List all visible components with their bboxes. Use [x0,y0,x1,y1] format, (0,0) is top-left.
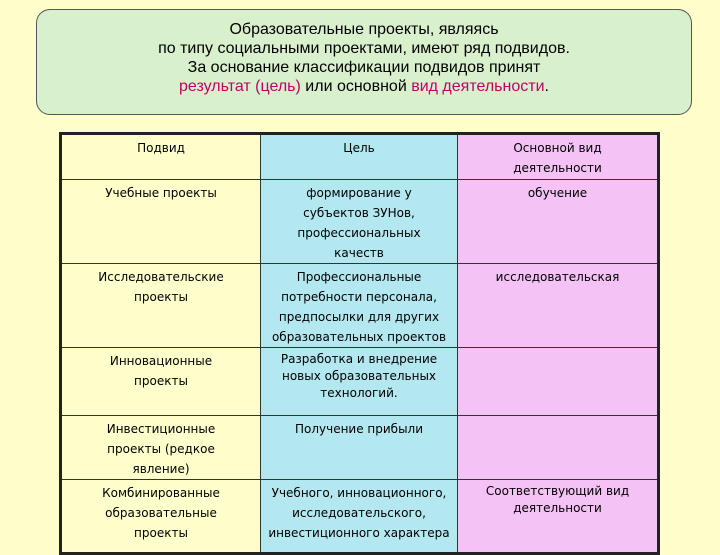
header-line-4 [37,77,691,96]
project-types-table [59,132,660,555]
cell-activity [458,416,659,480]
table-row [61,264,659,348]
header-line-1: Образовательные проекты, являясь [229,21,499,38]
header-cell-goal: Цель [261,134,458,180]
header-line-3: За основание классификации подвидов принят [187,59,541,76]
cell-type: Учебные проекты [61,180,261,264]
cell-type: Исследовательские проекты [61,264,261,348]
cell-type: Инвестиционные проекты (редкое явление) [61,416,261,480]
cell-goal: Учебного, инновационного, исследовательского, инвестиционного характера [261,480,458,554]
header-box [36,9,692,115]
header-line-4-end: . [544,78,549,95]
header-cell-type: Подвид [61,134,261,180]
header-highlight-activity: вид деятельности [411,78,545,95]
cell-goal: Профессиональные потребности персонала, предпосылки для других образовательных проектов [261,264,458,348]
cell-activity [458,348,659,416]
table-row [61,416,659,480]
cell-type: Инновационные проекты [61,348,261,416]
header-cell-activity: Основной вид деятельности [458,134,659,180]
cell-activity: обучение [458,180,659,264]
cell-activity: исследовательская [458,264,659,348]
header-line-4-mid: или основной [300,78,412,95]
table-header-row [61,134,659,180]
cell-goal: Получение прибыли [261,416,458,480]
cell-goal: формирование у субъектов ЗУНов, профессиональных качеств [261,180,458,264]
header-highlight-goal: результат (цель) [179,78,301,95]
header-line-2: по типу социальными проектами, имеют ряд подвидов. [158,40,570,57]
table-row [61,180,659,264]
cell-type: Комбинированные образовательные проекты [61,480,261,554]
cell-activity: Соответствующий вид деятельности [458,480,659,554]
table-row [61,348,659,416]
table-row [61,480,659,554]
cell-goal: Разработка и внедрение новых образовательных технологий. [261,348,458,416]
